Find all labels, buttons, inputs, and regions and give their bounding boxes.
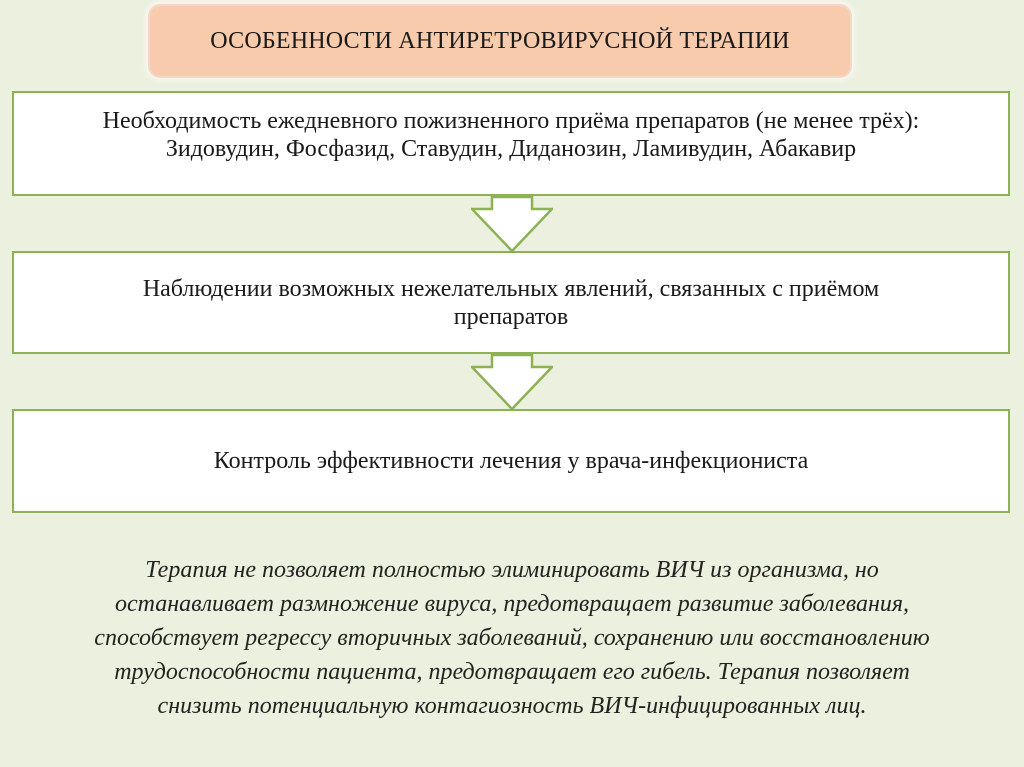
step-line: Необходимость ежедневного пожизненного приёма препаратов (не менее трёх): <box>102 107 920 134</box>
therapy-note <box>20 553 1004 723</box>
step-text <box>143 275 879 331</box>
slide-title <box>150 6 850 76</box>
step-box-side-effects <box>12 251 1010 354</box>
down-arrow-icon <box>471 196 553 252</box>
step-line: Контроль эффективности лечения у врача-инфекциониста <box>213 448 809 474</box>
note-line: Терапия не позволяет полностью элиминировать ВИЧ из организма, но <box>145 557 879 583</box>
slide-title-text: ОСОБЕННОСТИ АНТИРЕТРОВИРУСНОЙ ТЕРАПИИ <box>210 27 790 54</box>
step-text <box>103 107 920 163</box>
down-arrow-icon <box>471 354 553 410</box>
note-line: снизить потенциальную контагиозность ВИЧ-инфицированных лиц. <box>157 693 867 719</box>
note-line: способствует регрессу вторичных заболеваний, сохранению или восстановлению <box>94 625 930 651</box>
note-line: останавливает размножение вируса, предотвращает развитие заболевания, <box>114 591 910 617</box>
note-line: трудоспособности пациента, предотвращает его гибель. Терапия позволяет <box>114 659 910 685</box>
step-box-efficacy-control <box>12 409 1010 513</box>
step-line: Наблюдении возможных нежелательных явлений, связанных с приёмом <box>142 275 880 302</box>
step-line: препаратов <box>453 303 569 330</box>
step-line: Зидовудин, Фосфазид, Ставудин, Диданозин, Ламивудин, Абакавир <box>165 135 857 162</box>
step-box-daily-intake <box>12 91 1010 196</box>
step-text <box>214 447 808 475</box>
